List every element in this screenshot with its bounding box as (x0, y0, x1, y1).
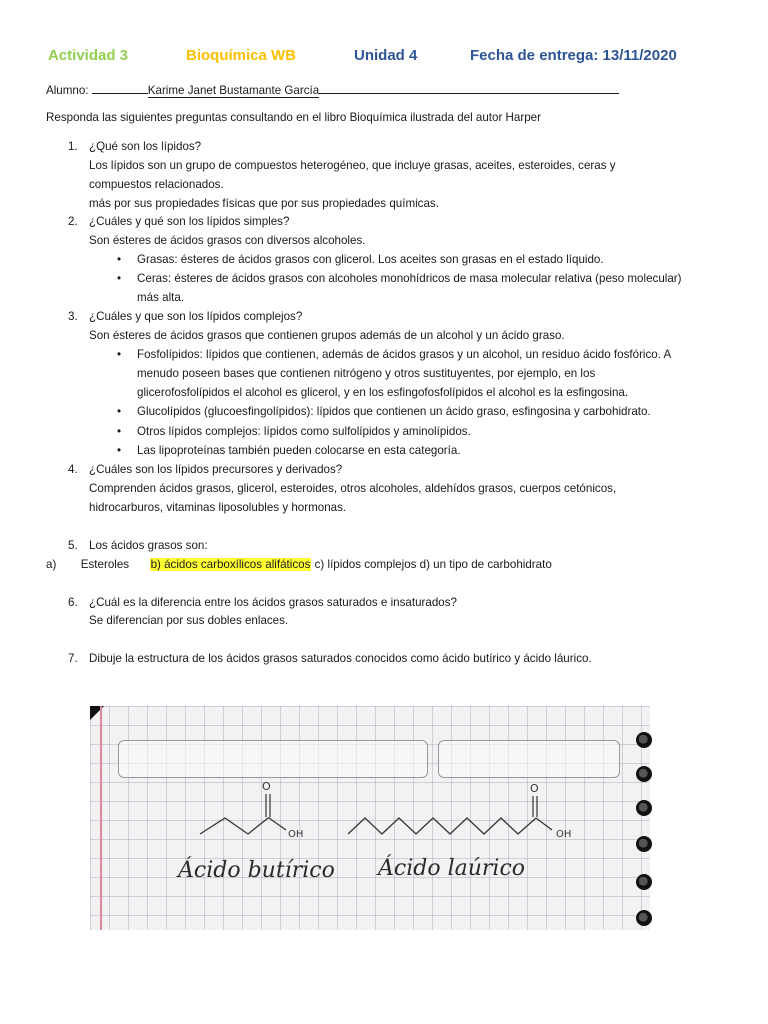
activity-title: Actividad 3 (48, 47, 129, 64)
answer-line: hidrocarburos, vitaminas liposolubles y hormonas. (89, 501, 347, 514)
question-text: ¿Cuáles son los lípidos precursores y derivados? (89, 463, 343, 476)
bullet-text: más alta. (137, 291, 185, 304)
lauric-oh: OH (556, 829, 572, 840)
question-number: 7. (68, 652, 78, 665)
bullet-icon: • (117, 272, 122, 285)
answer-line: Son ésteres de ácidos grasos con diversos alcoholes. (89, 234, 366, 247)
answer-line: Son ésteres de ácidos grasos que contienen grupos además de un alcohol y un ácido graso. (89, 329, 565, 342)
spiral-ring-icon (636, 732, 652, 748)
label-butyric-acid: Ácido butírico (178, 858, 335, 883)
bullet-text: Ceras: ésteres de ácidos grasos con alcoholes monohídricos de masa molecular relativa (peso molecular) (137, 272, 682, 285)
option-a: Esteroles (80, 558, 130, 571)
answer-line: Los lípidos son un grupo de compuestos heterogéneo, que incluye grasas, aceites, esteroides, ceras y (89, 159, 616, 172)
butyric-skeleton (200, 818, 270, 834)
question-text: ¿Cuál es la diferencia entre los ácidos grasos saturados e insaturados? (89, 596, 457, 609)
answer-options (46, 557, 552, 572)
answer-line: compuestos relacionados. (89, 178, 224, 191)
question-text: Los ácidos grasos son: (89, 539, 208, 552)
question-number: 2. (68, 215, 78, 228)
butyric-oh: OH (288, 829, 304, 840)
bullet-text: Otros lípidos complejos: lípidos como sulfolípidos y aminolípidos. (137, 425, 471, 438)
question-text: Dibuje la estructura de los ácidos grasos saturados conocidos como ácido butírico y ácido láurico. (89, 652, 592, 665)
unit-title: Unidad 4 (354, 47, 418, 64)
student-name: Karime Janet Bustamante García (147, 84, 320, 97)
butyric-o: O (262, 780, 271, 793)
spiral-ring-icon (636, 800, 652, 816)
bullet-icon: • (117, 253, 122, 266)
question-number: 5. (68, 539, 78, 552)
question-text: ¿Cuáles y que son los lípidos complejos? (89, 310, 303, 323)
answer-line: Comprenden ácidos grasos, glicerol, esteroides, otros alcoholes, aldehídos grasos, cuerpos cetónicos, (89, 482, 617, 495)
lauric-o: O (530, 782, 539, 795)
question-text: ¿Qué son los lípidos? (89, 140, 202, 153)
instructions: Responda las siguientes preguntas consultando en el libro Bioquímica ilustrada del autor Harper (46, 111, 541, 124)
question-number: 3. (68, 310, 78, 323)
bullet-text: glicerofosfolípidos el alcohol es glicerol, y en los esfingofosfolípidos el alcohol es la esfingosina. (137, 386, 629, 399)
blank-underline (319, 81, 619, 94)
question-number: 6. (68, 596, 78, 609)
bullet-icon: • (117, 425, 122, 438)
bullet-icon: • (117, 348, 122, 361)
question-number: 4. (68, 463, 78, 476)
student-label: Alumno: (46, 84, 89, 97)
spiral-ring-icon (636, 836, 652, 852)
option-b-highlighted: b) ácidos carboxílicos alifáticos (150, 558, 311, 571)
lauric-skeleton (348, 818, 536, 834)
spiral-ring-icon (636, 874, 652, 890)
bullet-text: Grasas: ésteres de ácidos grasos con glicerol. Los aceites son grasas en el estado líquido. (137, 253, 604, 266)
option-letter: a) (46, 558, 57, 571)
spiral-ring-icon (636, 766, 652, 782)
due-date: Fecha de entrega: 13/11/2020 (470, 47, 677, 64)
question-text: ¿Cuáles y qué son los lípidos simples? (89, 215, 290, 228)
option-c-d: c) lípidos complejos d) un tipo de carbohidrato (314, 558, 552, 571)
lauric-oh-bond (536, 818, 552, 830)
student-line (46, 81, 619, 98)
document-header (0, 47, 768, 69)
answer-line: más por sus propiedades físicas que por sus propiedades químicas. (89, 197, 439, 210)
spiral-ring-icon (636, 910, 652, 926)
bullet-text: menudo poseen bases que contienen nitrógeno y otros sustituyentes, por ejemplo, en los (137, 367, 596, 380)
notebook-photo (90, 706, 650, 930)
bullet-icon: • (117, 444, 122, 457)
answer-line: Se diferencian por sus dobles enlaces. (89, 614, 289, 627)
bullet-text: Fosfolípidos: lípidos que contienen, además de ácidos grasos y un alcohol, un residuo ácido fosfórico. A (137, 348, 672, 361)
structure-drawings (90, 706, 650, 930)
subject-title: Bioquímica WB (186, 47, 297, 64)
bullet-text: Las lipoproteínas también pueden colocarse en esta categoría. (137, 444, 461, 457)
question-number: 1. (68, 140, 78, 153)
bullet-icon: • (117, 405, 122, 418)
notebook-rings (636, 724, 656, 934)
butyric-oh-bond (269, 818, 286, 830)
blank-underline (92, 81, 148, 94)
bullet-text: Glucolípidos (glucoesfingolípidos): lípidos que contienen un ácido graso, esfingosina y carbohidrato. (137, 405, 651, 418)
label-lauric-acid: Ácido laúrico (378, 856, 526, 881)
